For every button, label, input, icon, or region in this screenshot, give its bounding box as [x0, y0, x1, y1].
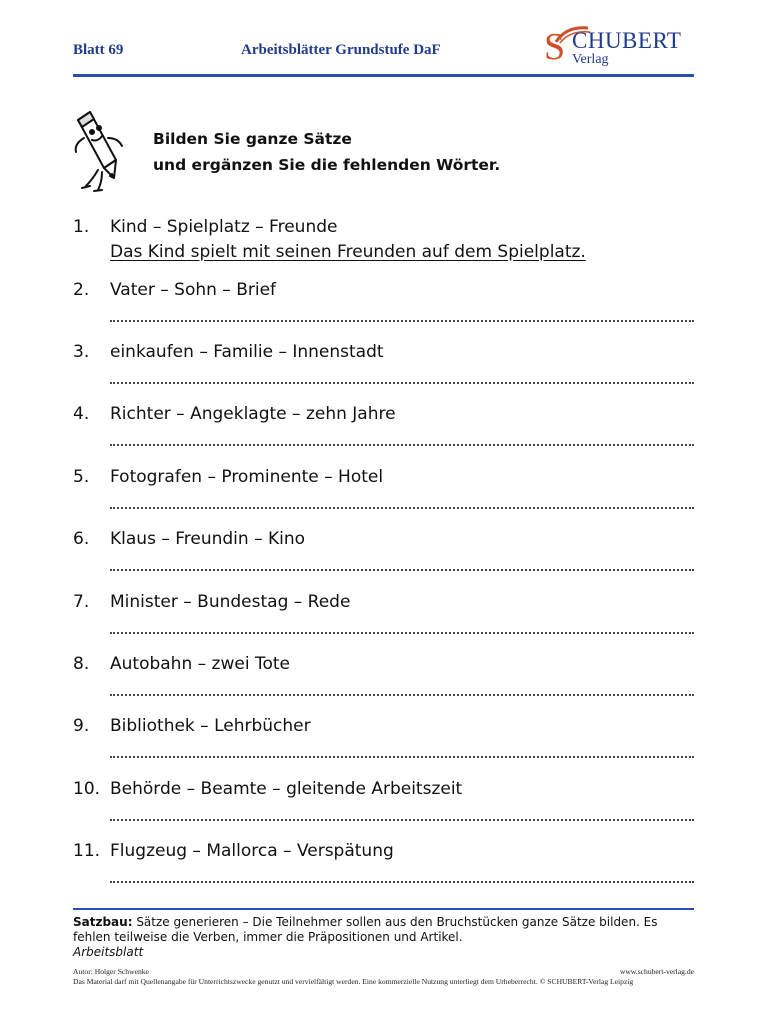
answer-line[interactable] [110, 694, 694, 696]
exercise-item [73, 778, 694, 828]
footer-divider [73, 908, 694, 910]
exercise-item [73, 840, 694, 890]
copyright-notice: Das Material darf mit Quellenangabe für Unterrichtszwecke genutzt und vervielfältigt werden. Eine kommerzielle Nutzung unterliegt dem Urheberrecht. © SCHUBERT-Verlag Leipzig [73, 977, 634, 986]
header-divider [73, 74, 694, 77]
credits [73, 967, 694, 987]
footer-description [73, 915, 698, 960]
author: Autor: Holger Schwenke [73, 967, 149, 976]
exercise-number: 3. [73, 342, 90, 362]
exercise-number: 8. [73, 654, 90, 674]
exercise-number: 5. [73, 467, 90, 487]
website-link[interactable]: www.schubert-verlag.de [619, 967, 694, 976]
logo-letter-s: S [544, 26, 566, 68]
answer-line[interactable] [110, 632, 694, 634]
exercise-prompt: Richter – Angeklagte – zehn Jahre [110, 404, 396, 424]
series-title: Arbeitsblätter Grundstufe DaF [241, 42, 441, 58]
answer-line[interactable] [110, 507, 694, 509]
exercise-item [73, 528, 694, 578]
exercise-number: 9. [73, 716, 90, 736]
footer-text [73, 915, 698, 945]
exercise-number: 11. [73, 841, 101, 861]
exercise-prompt: einkaufen – Familie – Innenstadt [110, 342, 384, 362]
pencil-mascot-icon [68, 108, 132, 194]
answer-line[interactable] [110, 320, 694, 322]
exercise-prompt: Minister – Bundestag – Rede [110, 592, 351, 612]
footer-body: Sätze generieren – Die Teilnehmer sollen aus den Bruchstücken ganze Sätze bilden. Es fehlen teilweise die Verben, immer die Präpositionen und Artikel. [73, 915, 658, 944]
exercise-prompt: Flugzeug – Mallorca – Verspätung [110, 841, 394, 861]
exercise-item [73, 403, 694, 453]
exercise-number: 7. [73, 592, 90, 612]
page-header [73, 26, 694, 78]
instruction [153, 126, 500, 178]
answer-line[interactable] [110, 382, 694, 384]
exercise-prompt: Bibliothek – Lehrbücher [110, 716, 311, 736]
exercise-prompt: Kind – Spielplatz – Freunde [110, 217, 338, 237]
exercise-number: 10. [73, 779, 101, 799]
answer-line[interactable] [110, 444, 694, 446]
exercise-item [73, 279, 694, 329]
answer-line[interactable] [110, 881, 694, 883]
exercise-prompt: Fotografen – Prominente – Hotel [110, 467, 384, 487]
exercise-prompt: Klaus – Freundin – Kino [110, 529, 306, 549]
answer-line[interactable] [110, 756, 694, 758]
exercise-prompt: Vater – Sohn – Brief [110, 280, 277, 300]
exercise-prompt: Autobahn – zwei Tote [110, 654, 290, 674]
logo-verlag: Verlag [572, 52, 609, 67]
answer-line[interactable] [110, 569, 694, 571]
exercise-item [73, 653, 694, 703]
logo-wordmark: CHUBERT [572, 28, 682, 53]
exercise-number: 1. [73, 217, 90, 237]
example-answer: Das Kind spielt mit seinen Freunden auf dem Spielplatz. [110, 242, 586, 262]
exercise-number: 4. [73, 404, 90, 424]
exercise-item [73, 715, 694, 765]
exercise-number: 2. [73, 280, 90, 300]
answer-line[interactable] [110, 819, 694, 821]
instruction-line-2: und ergänzen Sie die fehlenden Wörter. [153, 156, 501, 174]
sheet-number: Blatt 69 [73, 42, 124, 58]
exercise-item [73, 216, 694, 266]
exercise-prompt: Behörde – Beamte – gleitende Arbeitszeit [110, 779, 463, 799]
footer-type: Arbeitsblatt [73, 945, 144, 959]
exercise-item [73, 466, 694, 516]
exercise-item [73, 341, 694, 391]
exercise-item [73, 591, 694, 641]
publisher-logo [544, 26, 694, 72]
footer-label: Satzbau: [73, 915, 133, 929]
exercise-number: 6. [73, 529, 90, 549]
instruction-line-1: Bilden Sie ganze Sätze [153, 130, 352, 148]
